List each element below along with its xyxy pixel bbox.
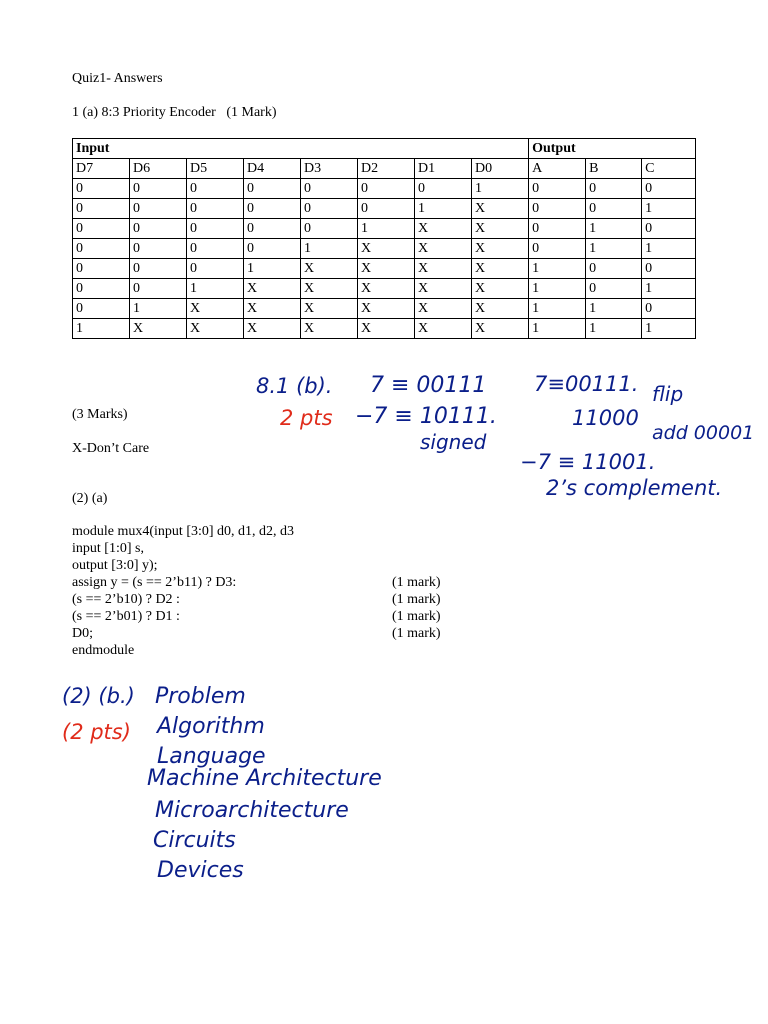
table-cell: 0 xyxy=(187,239,244,259)
table-cell: 0 xyxy=(187,259,244,279)
table-cell: 0 xyxy=(130,259,187,279)
table-cell: 0 xyxy=(529,219,586,239)
table-cell: 0 xyxy=(73,259,130,279)
code-line: (s == 2’b10) ? D2 : xyxy=(72,592,180,607)
question-1a-heading: 1 (a) 8:3 Priority Encoder (1 Mark) xyxy=(72,105,277,120)
table-cell: 0 xyxy=(73,179,130,199)
table-cell: X xyxy=(244,299,301,319)
hw-q1b-points: 2 pts xyxy=(280,406,333,430)
abstraction-level-item: Problem xyxy=(155,684,246,709)
table-cell: 0 xyxy=(415,179,472,199)
column-header-d0: D0 xyxy=(472,159,529,179)
table-cell: X xyxy=(244,319,301,339)
table-cell: 0 xyxy=(73,279,130,299)
output-header: Output xyxy=(529,139,696,159)
code-line: assign y = (s == 2’b11) ? D3: xyxy=(72,575,237,590)
table-cell: X xyxy=(415,279,472,299)
table-cell: 0 xyxy=(73,199,130,219)
code-line: output [3:0] y); xyxy=(72,558,158,573)
code-line: endmodule xyxy=(72,643,135,658)
table-cell: 0 xyxy=(301,219,358,239)
table-cell: 1 xyxy=(358,219,415,239)
table-cell: X xyxy=(187,299,244,319)
table-cell: 0 xyxy=(529,199,586,219)
table-row xyxy=(73,239,696,259)
column-header-d3: D3 xyxy=(301,159,358,179)
table-cell: 0 xyxy=(642,259,696,279)
table-cell: 0 xyxy=(529,179,586,199)
code-line-mark: (1 mark) xyxy=(392,592,441,607)
table-cell: 1 xyxy=(586,219,642,239)
table-cell: 0 xyxy=(130,239,187,259)
column-header-d7: D7 xyxy=(73,159,130,179)
hw-flip-label: flip xyxy=(652,382,684,406)
table-cell: 0 xyxy=(130,219,187,239)
table-cell: 0 xyxy=(529,239,586,259)
abstraction-level-item: Language xyxy=(157,744,266,769)
abstraction-level-item: Algorithm xyxy=(157,714,265,739)
table-cell: X xyxy=(415,219,472,239)
abstraction-level-item: Microarchitecture xyxy=(155,798,349,823)
table-cell: X xyxy=(301,319,358,339)
hw-neg-seven-signed: −7 ≡ 10111. xyxy=(355,404,497,429)
table-cell: 0 xyxy=(586,259,642,279)
priority-encoder-table xyxy=(72,138,696,339)
abstraction-level-item: Circuits xyxy=(153,828,236,853)
table-cell: X xyxy=(301,279,358,299)
hw-twos-complement: 2’s complement. xyxy=(546,476,723,500)
column-header-d5: D5 xyxy=(187,159,244,179)
table-cell: X xyxy=(415,239,472,259)
table-cell: X xyxy=(472,299,529,319)
table-cell: 1 xyxy=(130,299,187,319)
table-cell: 0 xyxy=(130,179,187,199)
table-row xyxy=(73,259,696,279)
column-header-c: C xyxy=(642,159,696,179)
table-cell: 0 xyxy=(244,239,301,259)
column-header-d6: D6 xyxy=(130,159,187,179)
hw-seven-binary: 7 ≡ 00111 xyxy=(370,373,487,398)
table-cell: X xyxy=(358,239,415,259)
table-cell: 0 xyxy=(73,299,130,319)
table-cell: 1 xyxy=(415,199,472,219)
table-cell: 0 xyxy=(187,179,244,199)
hw-add-one: add 00001 xyxy=(652,422,755,444)
table-cell: 0 xyxy=(301,179,358,199)
hw-neg-seven-twos: −7 ≡ 11001. xyxy=(520,450,656,474)
table-cell: 1 xyxy=(244,259,301,279)
hw-q1b-label: 8.1 (b). xyxy=(256,374,333,398)
code-line: input [1:0] s, xyxy=(72,541,144,556)
table-cell: 1 xyxy=(642,319,696,339)
table-cell: 1 xyxy=(586,239,642,259)
table-cell: 0 xyxy=(244,199,301,219)
table-cell: X xyxy=(244,279,301,299)
question-2a-heading: (2) (a) xyxy=(72,491,108,506)
table-cell: 0 xyxy=(586,279,642,299)
table-cell: 0 xyxy=(73,239,130,259)
code-line-mark: (1 mark) xyxy=(392,626,441,641)
hw-q2b-points: (2 pts) xyxy=(62,720,131,744)
column-header-d2: D2 xyxy=(358,159,415,179)
table-cell: 1 xyxy=(642,239,696,259)
table-cell: X xyxy=(472,219,529,239)
table-cell: 0 xyxy=(642,179,696,199)
table-cell: 1 xyxy=(472,179,529,199)
table-cell: 1 xyxy=(642,279,696,299)
table-cell: 0 xyxy=(130,279,187,299)
table-cell: X xyxy=(415,299,472,319)
abstraction-level-item: Machine Architecture xyxy=(147,766,382,791)
code-line-mark: (1 mark) xyxy=(392,575,441,590)
table-cell: 0 xyxy=(187,219,244,239)
table-cell: 0 xyxy=(187,199,244,219)
table-cell: X xyxy=(130,319,187,339)
table-cell: 0 xyxy=(73,219,130,239)
table-cell: X xyxy=(472,199,529,219)
table-cell: X xyxy=(301,299,358,319)
table-cell: X xyxy=(472,279,529,299)
table-cell: 0 xyxy=(358,179,415,199)
column-header-d4: D4 xyxy=(244,159,301,179)
table-cell: X xyxy=(358,279,415,299)
code-line: module mux4(input [3:0] d0, d1, d2, d3 xyxy=(72,524,295,539)
table-cell: X xyxy=(358,299,415,319)
page-title: Quiz1- Answers xyxy=(72,71,163,86)
table-cell: 0 xyxy=(586,179,642,199)
three-marks-label: (3 Marks) xyxy=(72,407,128,422)
table-cell: 1 xyxy=(529,259,586,279)
column-header-a: A xyxy=(529,159,586,179)
table-cell: 1 xyxy=(586,319,642,339)
table-column-header-row xyxy=(73,159,696,179)
table-row xyxy=(73,199,696,219)
column-header-b: B xyxy=(586,159,642,179)
hw-signed-label: signed xyxy=(420,430,487,454)
dont-care-note: X-Don’t Care xyxy=(72,441,150,456)
table-cell: X xyxy=(358,319,415,339)
table-cell: 0 xyxy=(301,199,358,219)
table-row xyxy=(73,219,696,239)
table-cell: 0 xyxy=(642,299,696,319)
table-row xyxy=(73,319,696,339)
table-cell: X xyxy=(472,259,529,279)
table-cell: X xyxy=(358,259,415,279)
hw-q2b-label: (2) (b.) xyxy=(62,684,135,708)
input-header: Input xyxy=(73,139,529,159)
table-row xyxy=(73,179,696,199)
table-cell: X xyxy=(415,259,472,279)
table-cell: X xyxy=(301,259,358,279)
code-line: (s == 2’b01) ? D1 : xyxy=(72,609,180,624)
table-cell: 1 xyxy=(529,299,586,319)
table-cell: 1 xyxy=(73,319,130,339)
table-cell: 1 xyxy=(529,319,586,339)
abstraction-level-item: Devices xyxy=(157,858,244,883)
table-cell: X xyxy=(415,319,472,339)
table-cell: 0 xyxy=(586,199,642,219)
code-line: D0; xyxy=(72,626,93,641)
table-cell: 1 xyxy=(301,239,358,259)
table-cell: 1 xyxy=(187,279,244,299)
table-group-header-row xyxy=(73,139,696,159)
table-cell: X xyxy=(187,319,244,339)
hw-seven-binary-2: 7≡00111. xyxy=(534,372,639,396)
table-cell: 1 xyxy=(529,279,586,299)
table-row xyxy=(73,279,696,299)
table-cell: X xyxy=(472,319,529,339)
table-cell: 0 xyxy=(244,219,301,239)
table-cell: 0 xyxy=(130,199,187,219)
table-cell: 1 xyxy=(642,199,696,219)
code-line-mark: (1 mark) xyxy=(392,609,441,624)
column-header-d1: D1 xyxy=(415,159,472,179)
hw-flipped-bits: 11000 xyxy=(572,406,639,430)
table-cell: 0 xyxy=(244,179,301,199)
table-cell: 1 xyxy=(586,299,642,319)
table-row xyxy=(73,299,696,319)
table-cell: 0 xyxy=(358,199,415,219)
table-cell: X xyxy=(472,239,529,259)
table-cell: 0 xyxy=(642,219,696,239)
